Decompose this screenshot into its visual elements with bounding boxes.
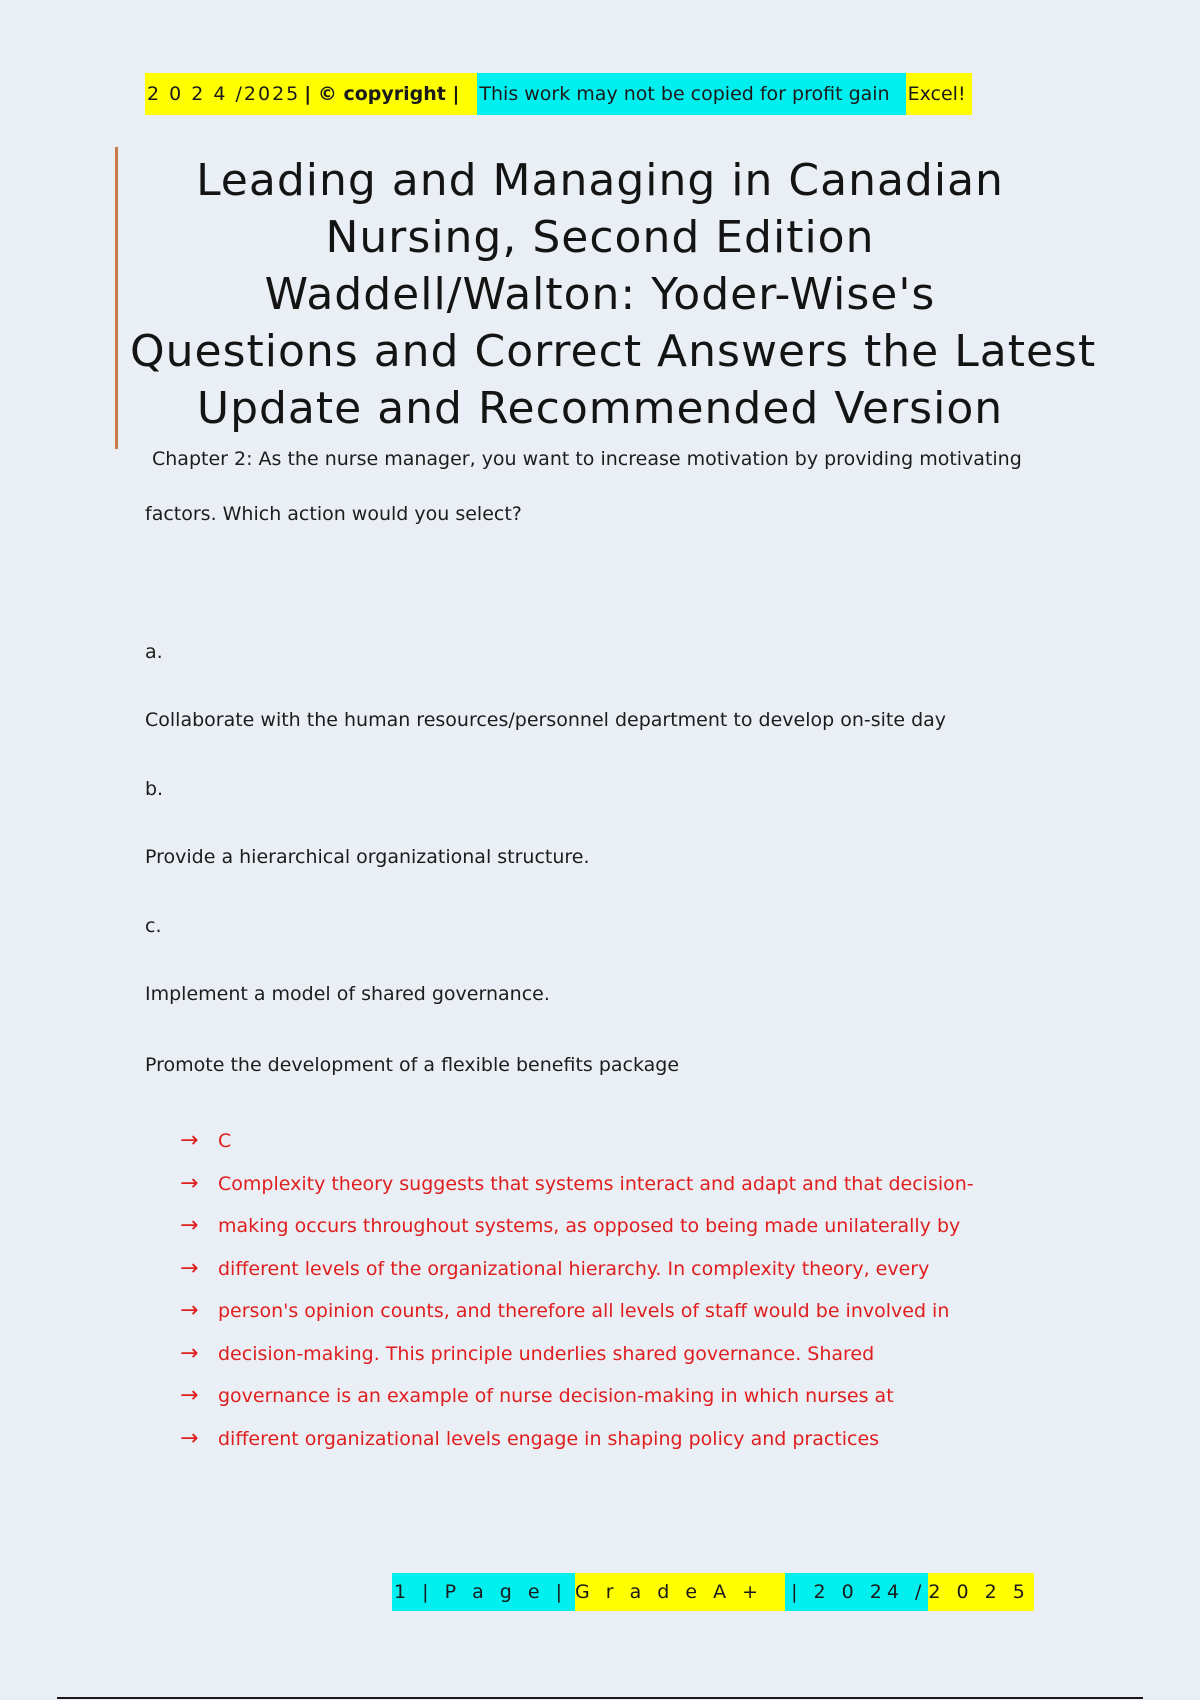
arrow-right-icon: → — [180, 1383, 199, 1408]
banner-copyright: | © copyright | — [304, 73, 477, 115]
footer-year-a: | 2 0 24 / — [785, 1573, 928, 1611]
arrow-right-icon: → — [180, 1298, 199, 1323]
banner-warning: This work may not be copied for profit gain — [477, 73, 905, 115]
arrow-right-icon: → — [180, 1170, 199, 1196]
page-footer — [392, 1573, 1034, 1611]
page-bottom-rule — [57, 1697, 1143, 1699]
answer-line — [180, 1205, 974, 1248]
banner-year: 2 0 2 4 /2025 — [145, 73, 304, 115]
title-line: Questions and Correct Answers the Latest — [130, 326, 1097, 377]
answer-text: different organizational levels engage in shaping policy and practices — [218, 1427, 880, 1450]
answer-line — [180, 1248, 974, 1291]
title-accent-rule — [115, 147, 118, 449]
answer-line — [180, 1120, 974, 1163]
answer-text: governance is an example of nurse decision-making in which nurses at — [218, 1385, 894, 1407]
document-title — [130, 152, 1097, 437]
answer-text: decision-making. This principle underlies shared governance. Shared — [218, 1342, 875, 1365]
copyright-banner — [145, 73, 972, 115]
arrow-right-icon: → — [180, 1128, 199, 1153]
option-c-text: Implement a model of shared governance. — [145, 983, 550, 1005]
question-line-1: Chapter 2: As the nurse manager, you want to increase motivation by providing motivating — [152, 448, 1022, 470]
answer-line — [180, 1333, 974, 1376]
title-line: Leading and Managing in Canadian — [196, 155, 1004, 206]
arrow-right-icon: → — [180, 1255, 199, 1281]
option-b-label: b. — [145, 778, 164, 800]
answer-text: C — [218, 1130, 232, 1152]
footer-page-number: 1 | P a g e | — [392, 1573, 575, 1611]
answer-line — [180, 1375, 974, 1418]
title-line: Update and Recommended Version — [196, 383, 1004, 434]
answer-line — [180, 1163, 974, 1206]
option-b-text: Provide a hierarchical organizational structure. — [145, 846, 590, 868]
answer-text: different levels of the organizational hierarchy. In complexity theory, every — [218, 1257, 930, 1280]
title-line: Waddell/Walton: Yoder-Wise's — [264, 269, 936, 320]
answer-text: making occurs throughout systems, as opposed to being made unilaterally by — [218, 1215, 961, 1237]
option-a-text: Collaborate with the human resources/personnel department to develop on-site day — [145, 709, 947, 731]
banner-excel: Excel! — [906, 73, 972, 115]
answer-text: Complexity theory suggests that systems interact and adapt and that decision- — [218, 1172, 974, 1195]
option-a-label: a. — [145, 641, 163, 663]
option-d-text: Promote the development of a flexible benefits package — [145, 1054, 680, 1076]
answer-line — [180, 1290, 974, 1333]
footer-grade: G r a d e A + — [575, 1573, 785, 1611]
answer-line — [180, 1418, 974, 1461]
answer-explanation — [180, 1120, 974, 1460]
arrow-right-icon: → — [180, 1340, 199, 1366]
question-line-2: factors. Which action would you select? — [145, 503, 522, 525]
footer-year-b: 2 0 2 5 — [928, 1573, 1033, 1611]
answer-text: person's opinion counts, and therefore all levels of staff would be involved in — [218, 1300, 950, 1322]
title-line: Nursing, Second Edition — [325, 212, 875, 263]
arrow-right-icon: → — [180, 1213, 199, 1238]
option-c-label: c. — [145, 915, 162, 937]
arrow-right-icon: → — [180, 1425, 199, 1451]
